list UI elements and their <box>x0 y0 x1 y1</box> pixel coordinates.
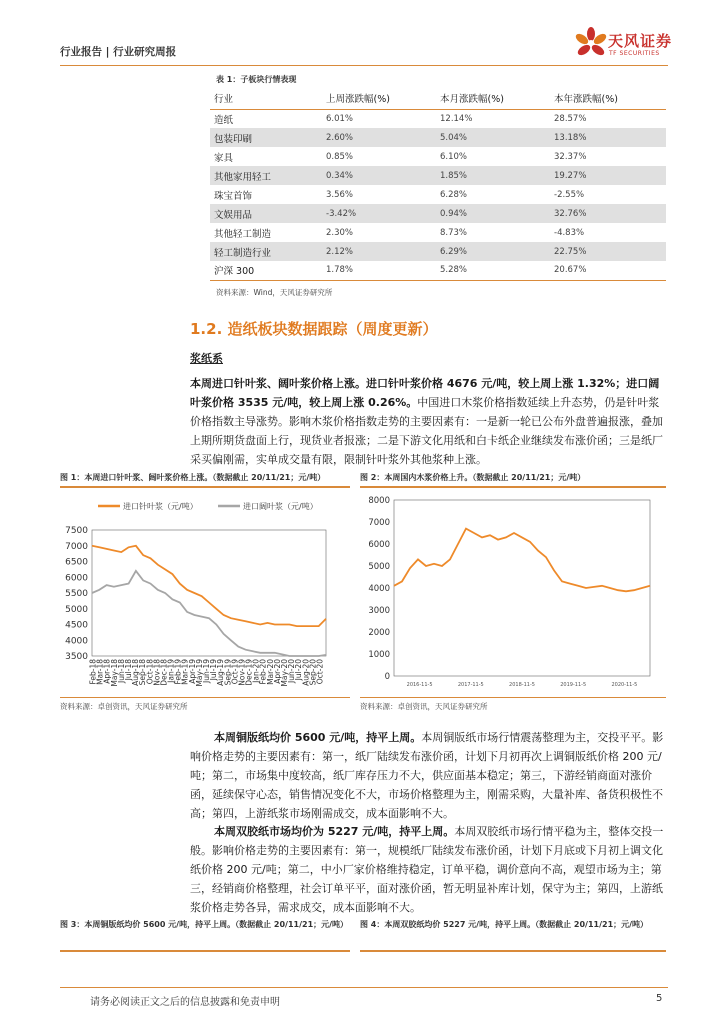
series-line-2 <box>92 571 326 656</box>
x-tick-label: Aug-18 <box>131 659 141 686</box>
legend-label: 进口阔叶浆（元/吨） <box>243 502 318 511</box>
table-cell-value: 20.67% <box>550 261 666 280</box>
x-tick-label: Apr-20 <box>272 659 282 684</box>
x-tick-label: Jun-19 <box>202 659 211 683</box>
paragraph-lead: 本周进口针叶浆、阔叶浆价格上涨。进口针叶浆价格 4676 元/吨，较上周上涨 1.32%；进口阔叶浆价格 3535 元/吨，较上周上涨 0.26%。 <box>190 377 660 409</box>
table-cell-sector: 珠宝首饰 <box>214 190 253 202</box>
y-tick-label: 2000 <box>368 628 390 638</box>
table-cell-value: 6.10% <box>440 151 468 162</box>
section-title: 1.2. 造纸板块数据跟踪（周度更新） <box>190 320 438 338</box>
table-cell-value: 32.37% <box>554 151 587 162</box>
x-tick-label: May-19 <box>194 659 204 687</box>
table-cell-value: 2.12% <box>322 242 436 261</box>
y-tick-label: 0 <box>384 672 390 682</box>
figure-divider <box>360 486 666 488</box>
table-cell-value: 6.28% <box>440 189 468 200</box>
table-cell-sector: 造纸 <box>214 114 234 126</box>
column-header: 行业 <box>210 88 322 109</box>
table-cell-sector: 家具 <box>214 152 234 164</box>
table-cell-value: 0.34% <box>322 166 436 185</box>
y-tick-label: 6500 <box>65 557 88 568</box>
table-cell-value: 0.85% <box>326 151 354 162</box>
x-tick-label: Jun-18 <box>116 659 126 683</box>
x-tick-label: 2018-11-5 <box>509 682 535 688</box>
y-tick-label: 7500 <box>65 526 88 536</box>
x-tick-label: May-18 <box>109 659 119 687</box>
legend-label: 进口针叶浆（元/吨） <box>123 502 198 511</box>
paragraph-coated-paper <box>190 728 666 823</box>
x-tick-label: Jan-20 <box>251 659 261 683</box>
table-cell-sector: 其他轻工制造 <box>214 228 272 240</box>
table-cell-value: 1.85% <box>436 166 550 185</box>
y-tick-label: 1000 <box>368 650 390 660</box>
figure-bottom-divider <box>60 697 350 698</box>
table-cell-value: 0.94% <box>436 204 550 223</box>
x-tick-label: Apr-18 <box>102 659 112 684</box>
figure-caption: 图 3：本周铜版纸均价 5600 元/吨，持平上周。（数据截止 20/11/21；元/吨） <box>60 920 349 929</box>
figure-caption: 图 1：本周进口针叶浆、阔叶浆价格上涨。（数据截止 20/11/21；元/吨） <box>60 473 326 482</box>
x-tick-label: 2017-11-5 <box>457 682 484 688</box>
x-tick-label: Sep-18 <box>138 659 148 686</box>
x-tick-label: Feb-20 <box>258 659 268 685</box>
figure-source: 资料来源：卓创资讯，天风证券研究所 <box>60 702 188 711</box>
figure-caption: 图 4：本周双胶纸均价 5227 元/吨，持平上周。（数据截止 20/11/21；元/吨） <box>360 920 649 929</box>
company-logo <box>574 26 674 62</box>
x-tick-label: Nov-18 <box>152 659 162 686</box>
x-tick-label: Nov-19 <box>237 659 247 686</box>
table-row <box>210 185 666 204</box>
paragraph-offset-paper <box>190 822 666 917</box>
report-header: 行业报告 | 行业研究周报 <box>60 46 177 58</box>
table-row <box>210 223 666 242</box>
table-cell-value: -4.83% <box>554 227 585 238</box>
logo-text-cn: 天风证券 <box>608 32 673 50</box>
x-tick-label: Oct-20 <box>315 659 325 685</box>
table-cell-value: 1.78% <box>322 261 436 280</box>
x-tick-label: Jul-18 <box>124 659 133 681</box>
x-tick-label: Oct-18 <box>145 659 155 685</box>
table-cell-value: -3.42% <box>322 204 436 223</box>
x-tick-label: 2016-11-5 <box>406 682 433 688</box>
x-tick-label: Mar-19 <box>180 659 190 685</box>
x-tick-label: Feb-19 <box>173 659 183 685</box>
x-tick-label: Aug-19 <box>216 659 226 686</box>
column-header: 本年涨跌幅(%) <box>550 88 666 109</box>
chart-import-pulp-price <box>60 490 352 695</box>
table-cell-value: 12.14% <box>440 113 473 124</box>
y-tick-label: 3500 <box>65 652 88 662</box>
y-tick-label: 8000 <box>368 496 390 506</box>
y-tick-label: 5500 <box>65 589 88 599</box>
x-tick-label: May-20 <box>280 659 289 687</box>
y-tick-label: 7000 <box>368 518 390 528</box>
x-tick-label: Apr-19 <box>187 659 197 684</box>
table-row <box>210 109 666 128</box>
x-tick-label: Feb-18 <box>88 659 98 685</box>
figure-bottom-divider <box>360 697 666 698</box>
x-tick-label: 2019-11-5 <box>560 682 587 688</box>
table-cell-sector: 包装印刷 <box>210 128 322 147</box>
y-tick-label: 7000 <box>65 541 88 552</box>
y-tick-label: 6000 <box>368 540 390 550</box>
y-tick-label: 3000 <box>368 606 390 616</box>
page-number: 5 <box>656 993 663 1004</box>
table-cell-value: 19.27% <box>550 166 666 185</box>
y-tick-label: 5000 <box>368 562 390 572</box>
table-header-row <box>210 88 666 109</box>
x-tick-label: Jan-19 <box>166 659 176 683</box>
paragraph-body: 本周双胶纸市场行情平稳为主，整体交投一般。影响价格走势的主要因素有：第一，规模纸厂陆续发布涨价函，计划下月底或下月初上调文化纸价格 200 元/吨；第二，中小厂家价格维持稳定，订单平稳，调价意向不高，观望市场为主；第三，经销商价格整理，社会订单平平，面对涨价函，暂无明显补库计划，保守为主；第四，上游纸浆价格走势各异，需求成交，成本面影响不大。 <box>190 825 664 914</box>
x-tick-label: Sep-19 <box>223 659 233 686</box>
paragraph-body: 本周铜版纸市场行情震荡整理为主，交投平平。影响价格走势的主要因素有：第一，纸厂陆续发布涨价函，计划下月初再次上调铜版纸价格 200 元/吨；第二，市场集中度较高，纸厂库存压力不大，供应面基本稳定；第三，下游经销商面对涨价函，延续保守心态，销售情况变化不大，市场价格整理为主，刚需采购，大量补库、备货积极性不高；第四，上游纸浆市场刚需成交，成本面影响不大。 <box>190 731 664 820</box>
column-header: 本月涨跌幅(%) <box>436 88 550 109</box>
y-tick-label: 6000 <box>65 573 88 584</box>
paragraph-body: 中国进口木浆价格指数延续上升态势，仍是针叶浆价格指数主导涨势。影响木浆价格指数走势的主要因素有：一是新一轮已公布外盘普遍报涨，叠加上期所期货盘面上行，现货业者报涨；二是下游文化用纸和白卡纸企业继续发布涨价函；三是纸厂采买偏刚需，实单成交量有限，限制针叶浆外其他浆种上涨。 <box>190 396 663 466</box>
table-row <box>210 128 666 147</box>
figure-divider <box>360 950 666 952</box>
figure-source: 资料来源：卓创资讯，天风证券研究所 <box>360 702 488 711</box>
table-cell-value: 2.30% <box>326 227 354 238</box>
x-tick-label: Dec-19 <box>244 659 254 686</box>
paragraph-lead: 本周双胶纸市场均价为 5227 元/吨，持平上周。 <box>214 825 455 838</box>
table-cell-value: 5.28% <box>436 261 550 280</box>
figure-caption: 图 2：本周国内木浆价格上升。（数据截止 20/11/21；元/吨） <box>360 473 586 482</box>
footer-divider <box>60 987 668 988</box>
y-tick-label: 4000 <box>368 584 390 594</box>
x-tick-label: 2020-11-5 <box>611 682 638 688</box>
figure-divider <box>60 486 350 488</box>
logo-text-en: TF SECURITIES <box>609 50 660 57</box>
y-tick-label: 5000 <box>65 604 88 615</box>
table-row <box>210 261 666 280</box>
logo-flower-icon <box>574 26 608 62</box>
table-row <box>210 166 666 185</box>
header-divider <box>60 65 668 66</box>
x-tick-label: Jun-20 <box>287 659 297 683</box>
subsection-title: 浆纸系 <box>190 352 223 365</box>
x-tick-label: Sep-20 <box>308 659 318 686</box>
table-cell-value: 2.60% <box>322 128 436 147</box>
table-cell-value: 3.56% <box>326 189 354 200</box>
x-tick-label: Jul-19 <box>209 659 219 681</box>
x-tick-label: Mar-18 <box>95 659 105 685</box>
table-cell-sector: 其他家用轻工 <box>210 166 322 185</box>
table-cell-value: 8.73% <box>440 227 468 238</box>
table-cell-sector: 文娱用品 <box>210 204 322 223</box>
table-cell-value: 6.01% <box>326 113 354 124</box>
table-cell-value: 22.75% <box>550 242 666 261</box>
column-header: 上周涨跌幅(%) <box>322 88 436 109</box>
x-tick-label: Jul-20 <box>294 659 304 681</box>
sector-performance-table <box>210 88 666 281</box>
table-cell-value: 5.04% <box>436 128 550 147</box>
paragraph-pulp <box>190 374 666 469</box>
table-row <box>210 242 666 261</box>
table-cell-value: 6.29% <box>436 242 550 261</box>
x-tick-label: Mar-20 <box>265 659 275 685</box>
y-tick-label: 4500 <box>65 620 88 631</box>
table-cell-sector: 沪深 300 <box>210 261 322 280</box>
table-source: 资料来源：Wind，天风证券研究所 <box>216 288 333 297</box>
x-tick-label: Oct-19 <box>230 659 240 685</box>
paragraph-lead: 本周铜版纸均价 5600 元/吨，持平上周。 <box>214 731 422 744</box>
table-cell-value: -2.55% <box>554 189 585 200</box>
table-caption: 表 1：子板块行情表现 <box>216 75 297 84</box>
series-line-1 <box>92 546 326 626</box>
table-row <box>210 204 666 223</box>
table-cell-value: 28.57% <box>554 113 587 124</box>
table-cell-value: 32.76% <box>550 204 666 223</box>
figure-divider <box>60 950 350 952</box>
y-tick-label: 4000 <box>65 636 88 647</box>
table-cell-sector: 轻工制造行业 <box>210 242 322 261</box>
disclaimer-link[interactable]: 请务必阅读正文之后的信息披露和免责申明 <box>90 997 280 1008</box>
x-tick-label: Aug-20 <box>301 659 311 686</box>
table-row <box>210 147 666 166</box>
chart-domestic-pulp-price <box>360 490 666 695</box>
x-tick-label: Dec-18 <box>159 659 169 686</box>
series-line-1 <box>394 529 650 592</box>
table-cell-value: 13.18% <box>550 128 666 147</box>
